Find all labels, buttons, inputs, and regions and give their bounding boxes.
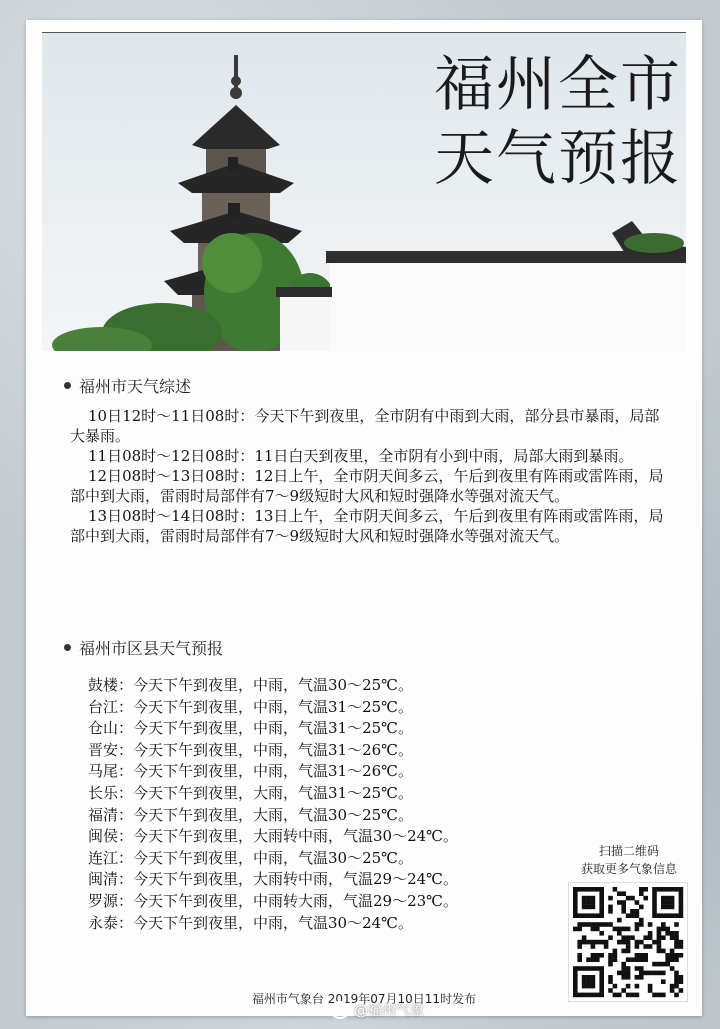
qr-module — [630, 896, 635, 901]
qr-module — [639, 971, 644, 976]
qr-module — [582, 900, 587, 905]
forecast-poster — [26, 20, 702, 1016]
qr-module — [608, 935, 613, 940]
qr-module — [626, 971, 631, 976]
summary-paragraph: 13日08时～14日08时：13日上午，全市阴天间多云，午后到夜里有阵雨或雷阵雨，局部中到大雨，雷雨时局部伴有7～9级短时大风和短时强降水等强对流天气。 — [70, 507, 664, 545]
qr-module — [591, 922, 596, 927]
qr-module — [679, 913, 684, 918]
qr-module — [608, 896, 613, 901]
qr-module — [679, 905, 684, 910]
qr-module — [674, 931, 679, 936]
qr-module — [591, 984, 596, 989]
qr-module — [604, 922, 609, 927]
qr-module — [582, 905, 587, 910]
qr-module — [582, 984, 587, 989]
qr-module — [648, 971, 653, 976]
qr-module — [661, 900, 666, 905]
qr-module — [674, 944, 679, 949]
qr-module — [652, 891, 657, 896]
qr-module — [674, 887, 679, 892]
qr-module — [635, 900, 640, 905]
qr-module — [591, 905, 596, 910]
qr-module — [591, 944, 596, 949]
summary-paragraph: 10日12时～11日08时：今天下午到夜里，全市阴有中雨到大雨，部分县市暴雨，局部大暴雨。 — [70, 407, 660, 445]
qr-module — [674, 922, 679, 927]
qr-module — [573, 913, 578, 918]
qr-module — [643, 953, 648, 958]
qr-module — [626, 927, 631, 932]
qr-module — [621, 966, 626, 971]
qr-module — [665, 896, 670, 901]
qr-module — [608, 957, 613, 962]
qr-module — [652, 900, 657, 905]
qr-module — [599, 909, 604, 914]
qr-module — [670, 887, 675, 892]
district-row: 福清：今天下午到夜里，大雨，气温30～25℃。 — [88, 805, 413, 824]
qr-module — [661, 913, 666, 918]
qr-module — [639, 887, 644, 892]
district-row: 罗源：今天下午到夜里，中雨转大雨，气温29～23℃。 — [88, 891, 458, 910]
district-row: 马尾：今天下午到夜里，中雨，气温31～26℃。 — [88, 762, 413, 781]
qr-module — [679, 975, 684, 980]
qr-module — [635, 944, 640, 949]
qr-module — [573, 971, 578, 976]
qr-module — [573, 984, 578, 989]
qr-module — [621, 940, 626, 945]
qr-module — [599, 887, 604, 892]
qr-caption — [570, 842, 688, 878]
qr-module — [613, 984, 618, 989]
qr-module — [639, 957, 644, 962]
summary-heading — [64, 374, 191, 397]
qr-module — [657, 927, 662, 932]
qr-module — [573, 896, 578, 901]
qr-module — [573, 979, 578, 984]
qr-module — [670, 949, 675, 954]
qr-module — [635, 975, 640, 980]
qr-module — [599, 900, 604, 905]
summary-paragraph: 11日08时～12日08时：11日白天到夜里，全市阴有小到中雨，局部大雨到暴雨。 — [88, 447, 634, 465]
qr-module — [582, 896, 587, 901]
qr-module — [577, 944, 582, 949]
qr-module — [679, 944, 684, 949]
district-heading-text: 福州市区县天气预报 — [79, 639, 224, 658]
qr-module — [657, 913, 662, 918]
qr-module — [670, 913, 675, 918]
qr-module — [674, 913, 679, 918]
publish-footer: 福州市气象台 2019年07月10日11时发布 — [251, 992, 477, 1006]
qr-module — [630, 909, 635, 914]
summary-body — [70, 406, 670, 546]
qr-module — [586, 896, 591, 901]
qr-module — [573, 905, 578, 910]
qr-module — [613, 887, 618, 892]
watermark-text: @福州气象 — [354, 1003, 424, 1019]
qr-module — [599, 891, 604, 896]
qr-module — [679, 896, 684, 901]
qr-module — [665, 900, 670, 905]
district-row: 台江：今天下午到夜里，中雨，气温31～25℃。 — [88, 697, 413, 716]
qr-module — [586, 900, 591, 905]
qr-module — [674, 940, 679, 945]
qr-module — [577, 966, 582, 971]
qr-module — [599, 971, 604, 976]
qr-module — [652, 909, 657, 914]
qr-module — [586, 922, 591, 927]
qr-module — [608, 905, 613, 910]
qr-module — [635, 913, 640, 918]
qr-module — [599, 953, 604, 958]
district-row: 长乐：今天下午到夜里，大雨，气温31～25℃。 — [88, 783, 413, 802]
qr-module — [621, 935, 626, 940]
qr-module — [621, 909, 626, 914]
qr-module — [670, 984, 675, 989]
district-row: 鼓楼：今天下午到夜里，中雨，气温30～25℃。 — [88, 676, 413, 694]
qr-module — [595, 927, 600, 932]
qr-module — [639, 953, 644, 958]
qr-module — [626, 975, 631, 980]
qr-module — [573, 900, 578, 905]
qr-module — [639, 975, 644, 980]
qr-module — [599, 922, 604, 927]
qr-module — [657, 940, 662, 945]
qr-module — [577, 957, 582, 962]
qr-module — [617, 900, 622, 905]
qr-module — [626, 949, 631, 954]
qr-module — [661, 927, 666, 932]
district-row: 闽侯：今天下午到夜里，大雨转中雨，气温30～24℃。 — [88, 827, 458, 846]
qr-module — [643, 944, 648, 949]
qr-module — [652, 913, 657, 918]
qr-module — [670, 900, 675, 905]
district-row: 永泰：今天下午到夜里，中雨，气温30～24℃。 — [88, 913, 413, 932]
qr-module — [599, 896, 604, 901]
qr-module — [639, 918, 644, 923]
qr-module — [674, 935, 679, 940]
qr-module — [591, 953, 596, 958]
qr-module — [626, 896, 631, 901]
qr-module — [586, 957, 591, 962]
qr-module — [595, 922, 600, 927]
qr-module — [635, 927, 640, 932]
qr-module — [595, 887, 600, 892]
qr-module — [608, 962, 613, 967]
qr-caption-line-2: 获取更多气象信息 — [580, 862, 677, 876]
qr-module — [652, 962, 657, 967]
qr-module — [582, 979, 587, 984]
district-row: 连江：今天下午到夜里，中雨，气温30～25℃。 — [88, 848, 413, 867]
qr-module — [595, 940, 600, 945]
qr-module — [661, 896, 666, 901]
qr-module — [573, 891, 578, 896]
qr-module — [626, 957, 631, 962]
title-line-1: 福州全市 — [434, 50, 682, 120]
qr-module — [621, 891, 626, 896]
district-list — [88, 675, 568, 934]
qr-module — [661, 887, 666, 892]
qr-module — [626, 913, 631, 918]
qr-module — [657, 887, 662, 892]
qr-module — [608, 975, 613, 980]
qr-module — [679, 891, 684, 896]
qr-module — [621, 962, 626, 967]
qr-module — [679, 909, 684, 914]
qr-module — [586, 887, 591, 892]
qr-module — [648, 984, 653, 989]
qr-module — [582, 887, 587, 892]
qr-module — [661, 962, 666, 967]
qr-module — [582, 940, 587, 945]
qr-module — [591, 940, 596, 945]
qr-module — [652, 971, 657, 976]
qr-module — [613, 953, 618, 958]
qr-module — [573, 887, 578, 892]
qr-module — [586, 984, 591, 989]
qr-module — [674, 979, 679, 984]
qr-module — [608, 922, 613, 927]
district-row: 仓山：今天下午到夜里，中雨，气温31～25℃。 — [88, 719, 413, 738]
qr-module — [617, 927, 622, 932]
qr-module — [586, 905, 591, 910]
qr-module — [582, 913, 587, 918]
qr-module — [613, 957, 618, 962]
qr-module — [661, 949, 666, 954]
qr-module — [591, 975, 596, 980]
qr-module — [635, 909, 640, 914]
qr-module — [652, 940, 657, 945]
weibo-icon — [330, 1001, 350, 1019]
qr-module — [635, 984, 640, 989]
qr-module — [582, 922, 587, 927]
qr-module — [652, 887, 657, 892]
qr-module — [586, 940, 591, 945]
qr-module — [670, 953, 675, 958]
page-title — [434, 48, 682, 196]
qr-module — [577, 953, 582, 958]
qr-module — [573, 927, 578, 932]
qr-module — [599, 940, 604, 945]
qr-module — [665, 905, 670, 910]
qr-module — [577, 887, 582, 892]
qr-module — [586, 979, 591, 984]
qr-module — [591, 896, 596, 901]
qr-module — [591, 913, 596, 918]
weibo-watermark — [330, 1000, 424, 1020]
qr-module — [665, 962, 670, 967]
qr-module — [621, 927, 626, 932]
summary-heading-text: 福州市天气综述 — [79, 377, 192, 396]
qr-module — [643, 957, 648, 962]
qr-module — [626, 984, 631, 989]
qr-module — [608, 979, 613, 984]
qr-module — [573, 966, 578, 971]
qr-module — [630, 913, 635, 918]
qr-module — [665, 953, 670, 958]
qr-module — [648, 922, 653, 927]
qr-module — [643, 935, 648, 940]
qr-module — [674, 975, 679, 980]
qr-module — [626, 935, 631, 940]
qr-module — [599, 905, 604, 910]
qr-module — [643, 887, 648, 892]
qr-module — [626, 940, 631, 945]
qr-module — [595, 953, 600, 958]
qr-module — [665, 927, 670, 932]
qr-module — [635, 940, 640, 945]
qr-module — [630, 935, 635, 940]
qr-module — [639, 905, 644, 910]
qr-module — [630, 957, 635, 962]
qr-module — [599, 931, 604, 936]
qr-module — [617, 931, 622, 936]
qr-module — [648, 944, 653, 949]
district-heading — [64, 636, 223, 659]
qr-module — [657, 949, 662, 954]
qr-module — [573, 909, 578, 914]
qr-module — [621, 949, 626, 954]
qr-module — [657, 944, 662, 949]
qr-module — [665, 913, 670, 918]
qr-module — [586, 913, 591, 918]
qr-module — [679, 900, 684, 905]
qr-module — [635, 957, 640, 962]
qr-module — [679, 979, 684, 984]
qr-module — [670, 966, 675, 971]
qr-module — [577, 913, 582, 918]
qr-module — [586, 966, 591, 971]
qr-module — [661, 905, 666, 910]
qr-module — [661, 979, 666, 984]
qr-module — [665, 957, 670, 962]
qr-module — [599, 979, 604, 984]
qr-module — [674, 957, 679, 962]
qr-module — [648, 935, 653, 940]
qr-module — [591, 966, 596, 971]
qr-module — [595, 913, 600, 918]
qr-module — [661, 971, 666, 976]
qr-module — [670, 957, 675, 962]
qr-module — [670, 896, 675, 901]
qr-code-icon — [569, 883, 687, 1001]
qr-module — [670, 905, 675, 910]
qr-module — [591, 927, 596, 932]
qr-module — [604, 944, 609, 949]
qr-module — [613, 927, 618, 932]
qr-module — [665, 931, 670, 936]
bullet-icon — [64, 644, 71, 651]
qr-module — [617, 918, 622, 923]
qr-caption-line-1: 扫描二维码 — [598, 844, 659, 858]
qr-module — [617, 940, 622, 945]
qr-module — [679, 940, 684, 945]
qr-module — [626, 944, 631, 949]
qr-module — [591, 900, 596, 905]
qr-module — [599, 984, 604, 989]
qr-module — [613, 949, 618, 954]
qr-module — [639, 966, 644, 971]
qr-module — [635, 966, 640, 971]
qr-module — [621, 905, 626, 910]
qr-module — [679, 953, 684, 958]
qr-module — [665, 887, 670, 892]
qr-module — [604, 940, 609, 945]
qr-module — [617, 971, 622, 976]
qr-module — [595, 957, 600, 962]
qr-module — [635, 953, 640, 958]
qr-module — [635, 922, 640, 927]
qr-module — [582, 966, 587, 971]
qr-module — [621, 971, 626, 976]
qr-module — [591, 887, 596, 892]
qr-module — [595, 966, 600, 971]
qr-module — [621, 900, 626, 905]
qr-module — [621, 975, 626, 980]
qr-module — [661, 935, 666, 940]
qr-module — [599, 966, 604, 971]
qr-module — [652, 896, 657, 901]
qr-module — [679, 887, 684, 892]
qr-module — [617, 891, 622, 896]
qr-module — [674, 971, 679, 976]
qr-module — [643, 971, 648, 976]
qr-module — [582, 975, 587, 980]
qr-module — [591, 957, 596, 962]
qr-module — [639, 891, 644, 896]
qr-module — [599, 913, 604, 918]
district-row: 晋安：今天下午到夜里，中雨，气温31～26℃。 — [88, 740, 413, 759]
qr-module — [652, 905, 657, 910]
qr-code[interactable] — [568, 882, 688, 1002]
qr-module — [577, 927, 582, 932]
qr-module — [643, 896, 648, 901]
qr-module — [591, 979, 596, 984]
qr-module — [657, 971, 662, 976]
qr-module — [657, 931, 662, 936]
qr-module — [582, 935, 587, 940]
qr-module — [608, 953, 613, 958]
qr-module — [599, 975, 604, 980]
summary-paragraph: 12日08时～13日08时：12日上午，全市阴天间多云，午后到夜里有阵雨或雷阵雨，局部中到大雨，雷雨时局部伴有7～9级短时大风和短时强降水等强对流天气。 — [70, 467, 664, 505]
qr-module — [674, 984, 679, 989]
qr-module — [573, 975, 578, 980]
qr-module — [661, 922, 666, 927]
qr-module — [577, 940, 582, 945]
qr-module — [657, 935, 662, 940]
qr-module — [657, 962, 662, 967]
qr-module — [670, 935, 675, 940]
qr-module — [626, 966, 631, 971]
qr-module — [670, 931, 675, 936]
qr-module — [648, 931, 653, 936]
qr-module — [577, 922, 582, 927]
qr-module — [586, 975, 591, 980]
qr-module — [639, 940, 644, 945]
qr-module — [608, 909, 613, 914]
bullet-icon — [64, 382, 71, 389]
title-line-2: 天气预报 — [434, 124, 682, 194]
qr-module — [639, 922, 644, 927]
district-row: 闽清：今天下午到夜里，大雨转中雨，气温29～24℃。 — [88, 870, 458, 889]
qr-module — [674, 953, 679, 958]
